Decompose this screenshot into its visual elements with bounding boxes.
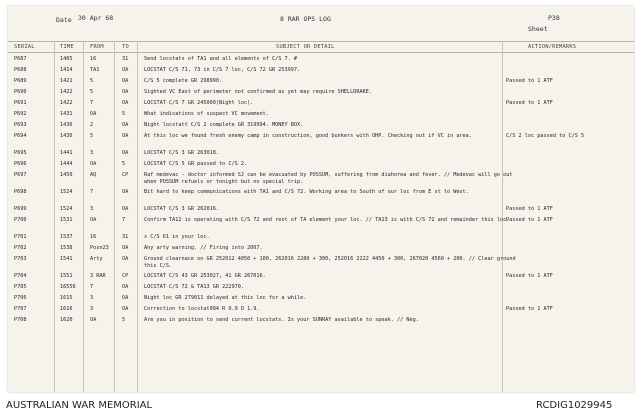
time-cell: 1422	[60, 89, 73, 95]
log-row	[8, 67, 634, 78]
from-cell: 3 RAR	[90, 273, 106, 279]
time-cell: 1436	[60, 122, 73, 128]
from-cell: OA	[90, 217, 97, 223]
subject-cell: Correction to locstat994 R 0.9 D 1.9.	[144, 306, 260, 312]
log-row	[8, 122, 634, 133]
to-cell: CP	[122, 273, 129, 279]
subject-cell: Night locstatt C/S 2 complete GR 319994. MONEY BOX.	[144, 122, 304, 128]
time-cell: 16556	[60, 284, 76, 290]
action-cell: Passed to 1 ATF	[506, 206, 553, 212]
serial-cell: P704	[14, 273, 27, 279]
log-row	[8, 189, 634, 206]
time-cell: 1450	[60, 172, 73, 178]
to-cell: OA	[122, 150, 129, 156]
sheet-label: Sheet	[528, 25, 548, 33]
log-title: 8 RAR OPS LOG	[280, 15, 331, 23]
subject-cell: Send locstats of TA1 and all elements of C/S 7. #	[144, 56, 298, 62]
subject-cell: What indications of suspect VC movement.	[144, 111, 269, 117]
to-cell: OA	[122, 89, 129, 95]
sheet-value: P38	[548, 14, 560, 22]
time-cell: 1538	[60, 245, 73, 251]
subject-cell: LOCSTAT C/S 3 GR 262016.	[144, 206, 219, 212]
serial-cell: P690	[14, 89, 27, 95]
to-cell: OA	[122, 100, 129, 106]
subject-cell: Raf medevac - doctor informed SJ can be evacuated by POSSUM, suffering from diahorea and fever. // Medevac will go out when POSSUM refuels or tonight but no special trip.	[144, 172, 513, 185]
time-cell: 1524	[60, 206, 73, 212]
header-rule-top	[8, 41, 634, 42]
to-cell: OA	[122, 133, 129, 139]
log-sheet	[8, 6, 634, 392]
time-cell: 1615	[60, 295, 73, 301]
from-cell: Posn23	[90, 245, 109, 251]
action-cell: Passed to 1 ATF	[506, 273, 553, 279]
from-cell: OA	[90, 111, 97, 117]
serial-cell: P692	[14, 111, 27, 117]
log-row	[8, 245, 634, 256]
log-row	[8, 89, 634, 100]
subject-cell: Night loc GR 279011 delayed at this loc for a while.	[144, 295, 307, 301]
log-row	[8, 234, 634, 245]
log-row	[8, 100, 634, 111]
subject-cell: LOCSTAT C/S 5 GR passed to C/S 2.	[144, 161, 248, 167]
to-cell: 31	[122, 56, 129, 62]
log-row	[8, 111, 634, 122]
from-cell: 16	[90, 234, 97, 240]
log-row	[8, 206, 634, 217]
date-value: 30 Apr 68	[78, 14, 114, 22]
subject-cell: C/S 5 complete GR 298990.	[144, 78, 223, 84]
from-cell: 3	[90, 295, 94, 301]
log-row	[8, 256, 634, 273]
serial-cell: P694	[14, 133, 27, 139]
serial-cell: P689	[14, 78, 27, 84]
subject-cell: At this loc we found fresh enemy camp in construction, good bunkers with OHP. Checking out if VC in area.	[144, 133, 472, 139]
time-cell: 1531	[60, 217, 73, 223]
subject-cell: Ground clearnace on GR 252012 4050 + 100, 262016 2280 + 300, 252016 2222 4450 + 300, 267020 4560 + 200. // Clear ground this C/S.	[144, 256, 516, 269]
time-cell: 1616	[60, 306, 73, 312]
from-cell: 5	[90, 89, 94, 95]
serial-cell: P705	[14, 284, 27, 290]
log-row	[8, 78, 634, 89]
time-cell: 1431	[60, 111, 73, 117]
log-entries	[8, 56, 634, 328]
to-cell: OA	[122, 78, 129, 84]
serial-cell: P707	[14, 306, 27, 312]
time-cell: 1541	[60, 256, 73, 262]
to-cell: 7	[122, 217, 126, 223]
from-cell: 2	[90, 122, 94, 128]
from-cell: OA	[90, 161, 97, 167]
serial-cell: P698	[14, 189, 27, 195]
time-cell: 1414	[60, 67, 73, 73]
date-label: Date	[56, 16, 72, 24]
time-cell: 1551	[60, 273, 73, 279]
subject-cell: Any arty warning. // Firing into 2007.	[144, 245, 263, 251]
to-cell: CP	[122, 172, 129, 178]
header-rule-bottom	[8, 52, 634, 53]
serial-cell: P697	[14, 172, 27, 178]
serial-cell: P701	[14, 234, 27, 240]
serial-cell: P700	[14, 217, 27, 223]
log-row	[8, 284, 634, 295]
from-cell: 5	[90, 78, 94, 84]
col-header-action: ACTION/REMARKS	[528, 44, 577, 50]
time-cell: 1405	[60, 56, 73, 62]
to-cell: OA	[122, 306, 129, 312]
footer-source: AUSTRALIAN WAR MEMORIAL	[6, 400, 153, 411]
serial-cell: P703	[14, 256, 27, 262]
log-row	[8, 133, 634, 150]
to-cell: OA	[122, 122, 129, 128]
log-row	[8, 56, 634, 67]
to-cell: OA	[122, 245, 129, 251]
subject-cell: LOCSTAT C/S 3 GR 263018.	[144, 150, 219, 156]
log-row	[8, 306, 634, 317]
col-header-time: TIME	[60, 44, 74, 50]
log-row	[8, 295, 634, 306]
from-cell: 7	[90, 189, 94, 195]
subject-cell: LOCSTAT C/S 7 GR 245009(Night loc).	[144, 100, 254, 106]
log-row	[8, 150, 634, 161]
subject-cell: s C/S 61 in your loc.	[144, 234, 210, 240]
time-cell: 1441	[60, 150, 73, 156]
to-cell: 5	[122, 161, 126, 167]
action-cell: Passed to 1 ATF	[506, 78, 553, 84]
subject-cell: LOCSTAT C/S 72 & TA13 GR 222970.	[144, 284, 244, 290]
to-cell: OA	[122, 295, 129, 301]
to-cell: 5	[122, 317, 126, 323]
from-cell: 16	[90, 56, 97, 62]
col-header-to: TO	[122, 44, 129, 50]
serial-cell: P691	[14, 100, 27, 106]
time-cell: 1422	[60, 100, 73, 106]
serial-cell: P706	[14, 295, 27, 301]
log-row	[8, 273, 634, 284]
subject-cell: Bit hard to keep communications with TA1 and C/S 72. Working area to South of our loc from E st to West.	[144, 189, 469, 195]
time-cell: 1421	[60, 78, 73, 84]
col-header-serial: SERIAL	[14, 44, 35, 50]
from-cell: TA1	[90, 67, 100, 73]
log-row	[8, 172, 634, 189]
serial-cell: P708	[14, 317, 27, 323]
serial-cell: P695	[14, 150, 27, 156]
serial-cell: P687	[14, 56, 27, 62]
log-row	[8, 161, 634, 172]
from-cell: 5	[90, 133, 94, 139]
from-cell: 3	[90, 150, 94, 156]
serial-cell: P696	[14, 161, 27, 167]
footer-id: RCDIG1029945	[536, 400, 613, 411]
from-cell: 7	[90, 100, 94, 106]
to-cell: OA	[122, 189, 129, 195]
to-cell: OA	[122, 284, 129, 290]
serial-cell: P688	[14, 67, 27, 73]
from-cell: 3	[90, 306, 94, 312]
from-cell: OA	[90, 317, 97, 323]
to-cell: 31	[122, 234, 129, 240]
col-header-subject: SUBJECT OR DETAIL	[276, 44, 335, 50]
from-cell: AQ	[90, 172, 97, 178]
to-cell: OA	[122, 67, 129, 73]
subject-cell: Confirm TA12 is operating with C/S 72 and rest of TA element your loc. // TA13 is with C/S 72 and remainder this loc.	[144, 217, 510, 223]
serial-cell: P702	[14, 245, 27, 251]
serial-cell: P699	[14, 206, 27, 212]
log-row	[8, 317, 634, 328]
from-cell: 3	[90, 206, 94, 212]
action-cell: Passed to 1 ATF	[506, 100, 553, 106]
subject-cell: Are you in position to send current locstats. Is your SUNRAY available to speak. // Neg.	[144, 317, 419, 323]
col-header-from: FROM	[90, 44, 104, 50]
subject-cell: LOCSTAT C/S 43 GR 253027, 41 GR 267016.	[144, 273, 266, 279]
to-cell: OA	[122, 256, 129, 262]
time-cell: 1444	[60, 161, 73, 167]
from-cell: 7	[90, 284, 94, 290]
subject-cell: Sighted VC East of perimeter not confirmed as yet may require SHELLDRAKE.	[144, 89, 372, 95]
from-cell: Arty	[90, 256, 103, 262]
to-cell: OA	[122, 206, 129, 212]
log-row	[8, 217, 634, 234]
subject-cell: LOCSTAT C/S 71, 73 in C/S 7 loc, C/S 72 GR 253997.	[144, 67, 301, 73]
time-cell: 1620	[60, 317, 73, 323]
time-cell: 1524	[60, 189, 73, 195]
to-cell: 5	[122, 111, 126, 117]
action-cell: C/S 2 loc passed to C/S 5	[506, 133, 585, 139]
time-cell: 1537	[60, 234, 73, 240]
serial-cell: P693	[14, 122, 27, 128]
action-cell: Passed to 1 ATF	[506, 306, 553, 312]
action-cell: Passed to 1 ATF	[506, 217, 553, 223]
time-cell: 1436	[60, 133, 73, 139]
